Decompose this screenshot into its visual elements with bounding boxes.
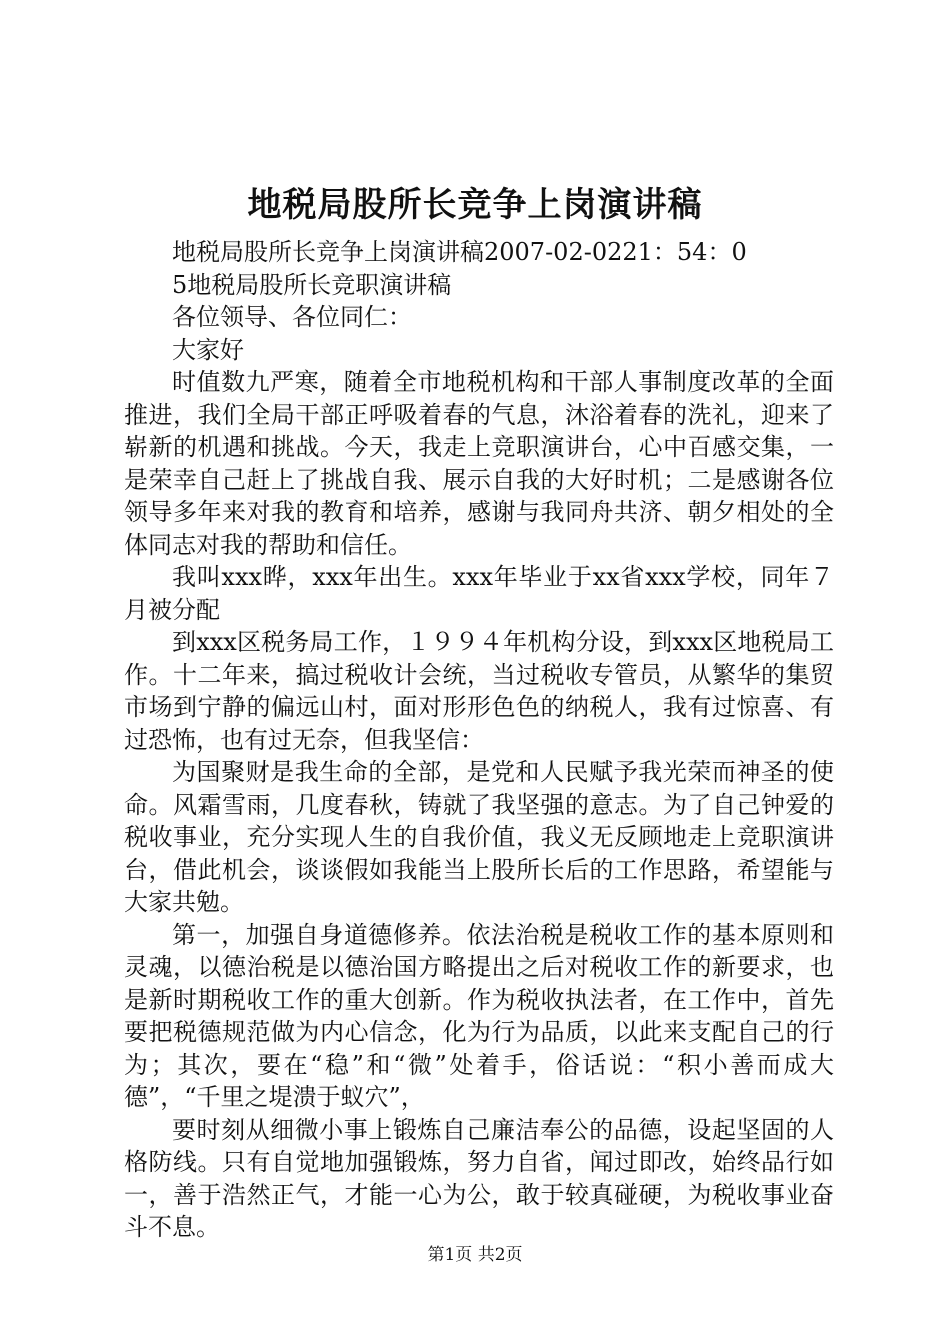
- body-paragraph: 为国聚财是我生命的全部，是党和人民赋予我光荣而神圣的使命。风霜雪雨，几度春秋，铸就了我坚强的意志。为了自己钟爱的税收事业，充分实现人生的自我价值，我义无反顾地走上竞职演讲台，借此机会，谈谈假如我能当上股所长后的工作思路，希望能与大家共勉。: [124, 758, 834, 916]
- greeting: 大家好: [172, 335, 244, 364]
- body-paragraph: 第一，加强自身道德修养。依法治税是税收工作的基本原则和灵魂，以德治税是以德治国方略提出之后对税收工作的新要求，也是新时期税收工作的重大创新。作为税收执法者，在工作中，首先要把税德规范做为内心信念，化为行为品质，以此来支配自己的行为；其次，要在“稳”和“微”处着手，俗话说：“积小善而成大德”，“千里之堤溃于蚁穴”，: [124, 920, 834, 1111]
- document-body: [124, 236, 834, 1244]
- header-line: 地税局股所长竞争上岗演讲稿2007-02-0221：54：0: [172, 238, 747, 266]
- page-footer: 第1页 共2页: [427, 1245, 523, 1265]
- header-line: 5地税局股所长竞职演讲稿: [172, 270, 452, 299]
- body-paragraph: 我叫xxx晔，xxx年出生。xxx年毕业于xx省xxx学校，同年７月被分配: [124, 563, 834, 624]
- body-paragraph: 要时刻从细微小事上锻炼自己廉洁奉公的品德，设起坚固的人格防线。只有自觉地加强锻炼，努力自省，闻过即改，始终品行如一，善于浩然正气，才能一心为公，敢于较真碰硬，为税收事业奋斗不息。: [124, 1115, 834, 1241]
- document-title: 地税局股所长竞争上岗演讲稿: [247, 185, 703, 225]
- body-paragraph: 时值数九严寒，随着全市地税机构和干部人事制度改革的全面推进，我们全局干部正呼吸着春的气息，沐浴着春的洗礼，迎来了崭新的机遇和挑战。今天，我走上竞职演讲台，心中百感交集，一是荣幸自己赶上了挑战自我、展示自我的大好时机；二是感谢各位领导多年来对我的教育和培养，感谢与我同舟共济、朝夕相处的全体同志对我的帮助和信任。: [124, 368, 834, 559]
- body-paragraph: 到xxx区税务局工作，１９９４年机构分设，到xxx区地税局工作。十二年来，搞过税收计会统，当过税收专管员，从繁华的集贸市场到宁静的偏远山村，面对形形色色的纳税人，我有过惊喜、有过恐怖，也有过无奈，但我坚信：: [124, 628, 834, 754]
- salutation: 各位领导、各位同仁：: [172, 303, 412, 331]
